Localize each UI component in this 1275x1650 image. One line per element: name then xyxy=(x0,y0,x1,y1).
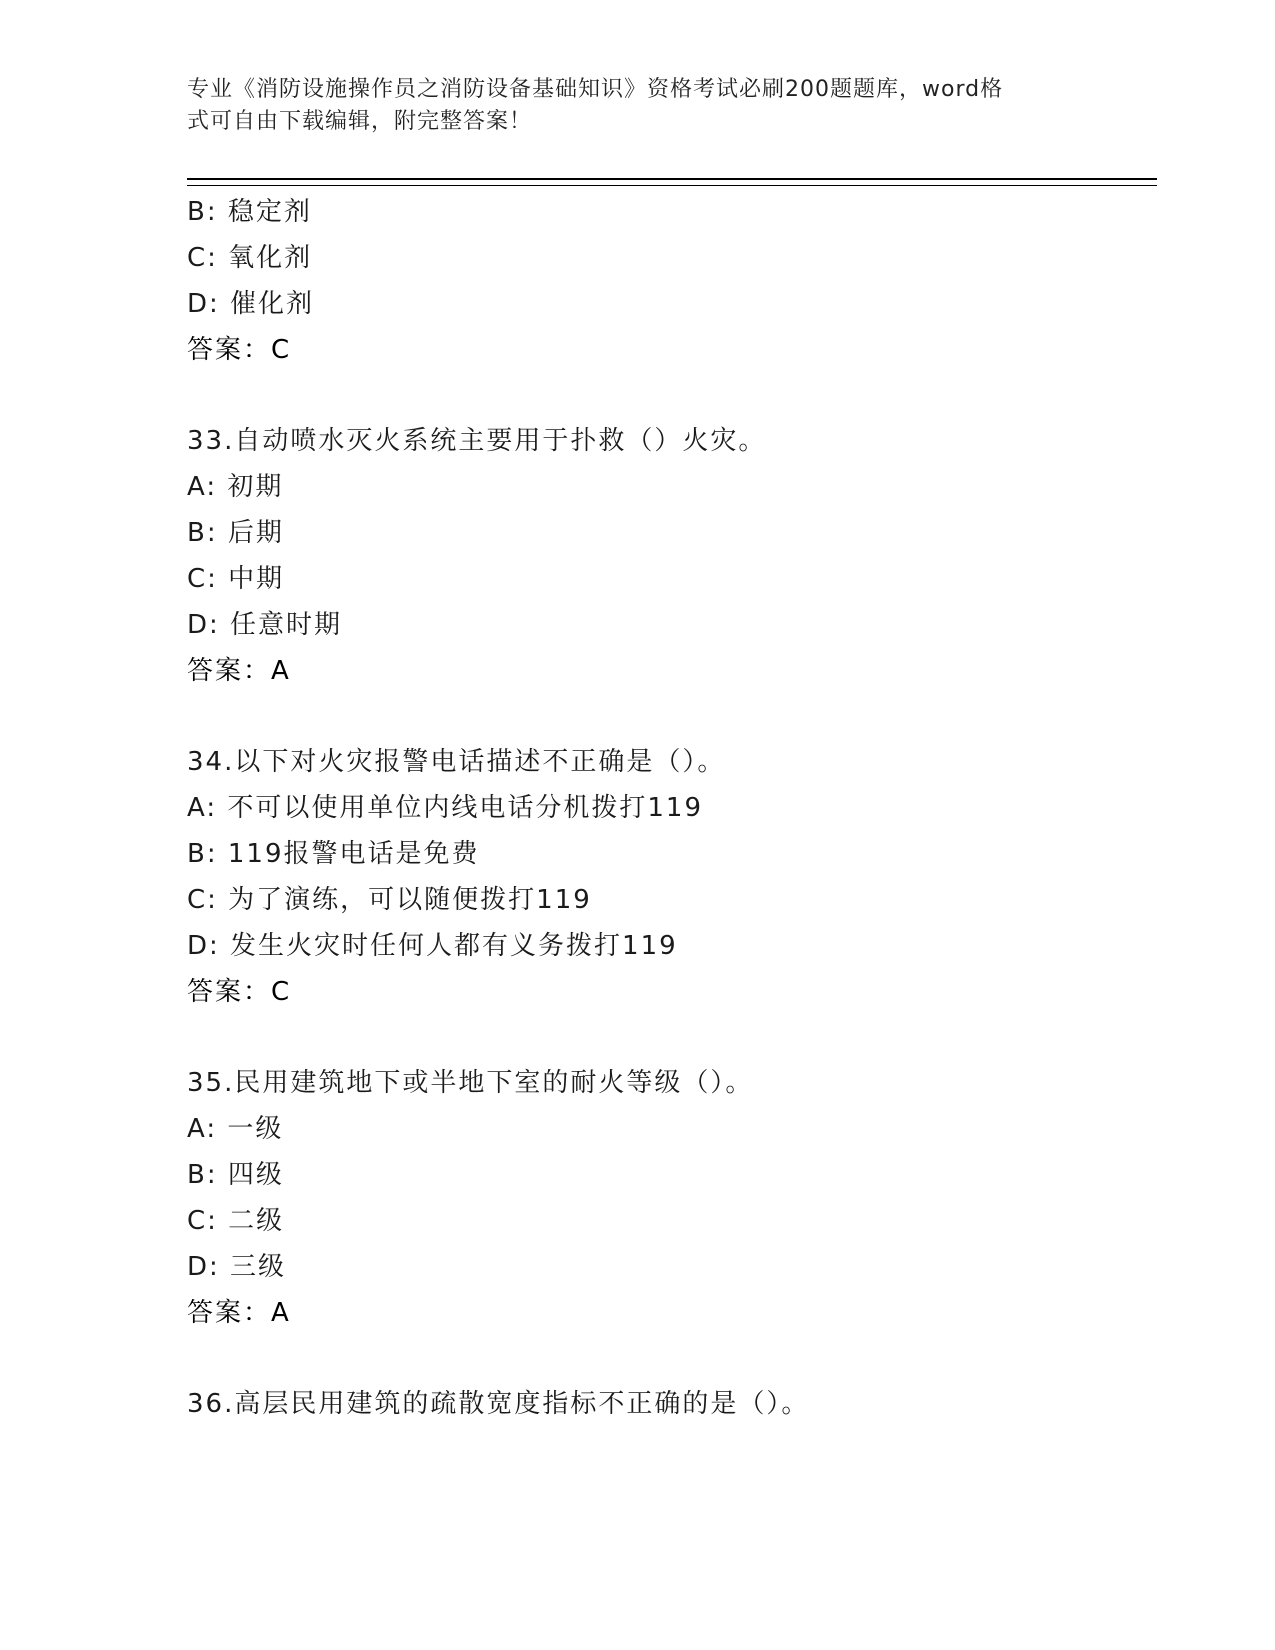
option-d: D: 发生火灾时任何人都有义务拨打119 xyxy=(187,931,678,961)
option-d: D: 三级 xyxy=(187,1252,287,1282)
option-c: C: 为了演练，可以随便拨打119 xyxy=(187,885,592,915)
answer: 答案：A xyxy=(187,656,291,686)
option-c: C: 中期 xyxy=(187,564,285,594)
option-c: C: 二级 xyxy=(187,1206,285,1236)
spacer xyxy=(187,373,1157,418)
option-d: D: 任意时期 xyxy=(187,610,343,640)
question-stem: 33.自动喷水灭火系统主要用于扑救（）火灾。 xyxy=(187,426,767,456)
option-b: B: 119报警电话是免费 xyxy=(187,839,480,869)
option-b: B: 后期 xyxy=(187,518,284,548)
answer: 答案：C xyxy=(187,335,292,365)
question-stem: 36.高层民用建筑的疏散宽度指标不正确的是（）。 xyxy=(187,1389,810,1419)
option-c: C: 氧化剂 xyxy=(187,243,313,273)
question-36 xyxy=(187,1381,1157,1427)
option-a: A: 初期 xyxy=(187,472,284,502)
option-a: A: 不可以使用单位内线电话分机拨打119 xyxy=(187,793,703,823)
option-d: D: 催化剂 xyxy=(187,289,315,319)
option-a: A: 一级 xyxy=(187,1114,284,1144)
answer: 答案：C xyxy=(187,977,292,1007)
question-list xyxy=(187,189,1157,1427)
question-35 xyxy=(187,1060,1157,1336)
spacer xyxy=(187,694,1157,739)
header-divider xyxy=(187,178,1157,186)
spacer xyxy=(187,1336,1157,1381)
question-stem: 34.以下对火灾报警电话描述不正确是（）。 xyxy=(187,747,726,777)
answer: 答案：A xyxy=(187,1298,291,1328)
header-line-1: 专业《消防设施操作员之消防设备基础知识》资格考试必刷200题题库，word格 xyxy=(187,77,1004,102)
question-34 xyxy=(187,739,1157,1015)
option-b: B: 四级 xyxy=(187,1160,284,1190)
question-stem: 35.民用建筑地下或半地下室的耐火等级（）。 xyxy=(187,1068,754,1098)
question-33 xyxy=(187,418,1157,694)
option-b: B: 稳定剂 xyxy=(187,197,312,227)
document-header xyxy=(187,74,1067,138)
spacer xyxy=(187,1015,1157,1060)
question-32-continued xyxy=(187,189,1157,373)
header-line-2: 式可自由下载编辑，附完整答案！ xyxy=(187,109,533,134)
